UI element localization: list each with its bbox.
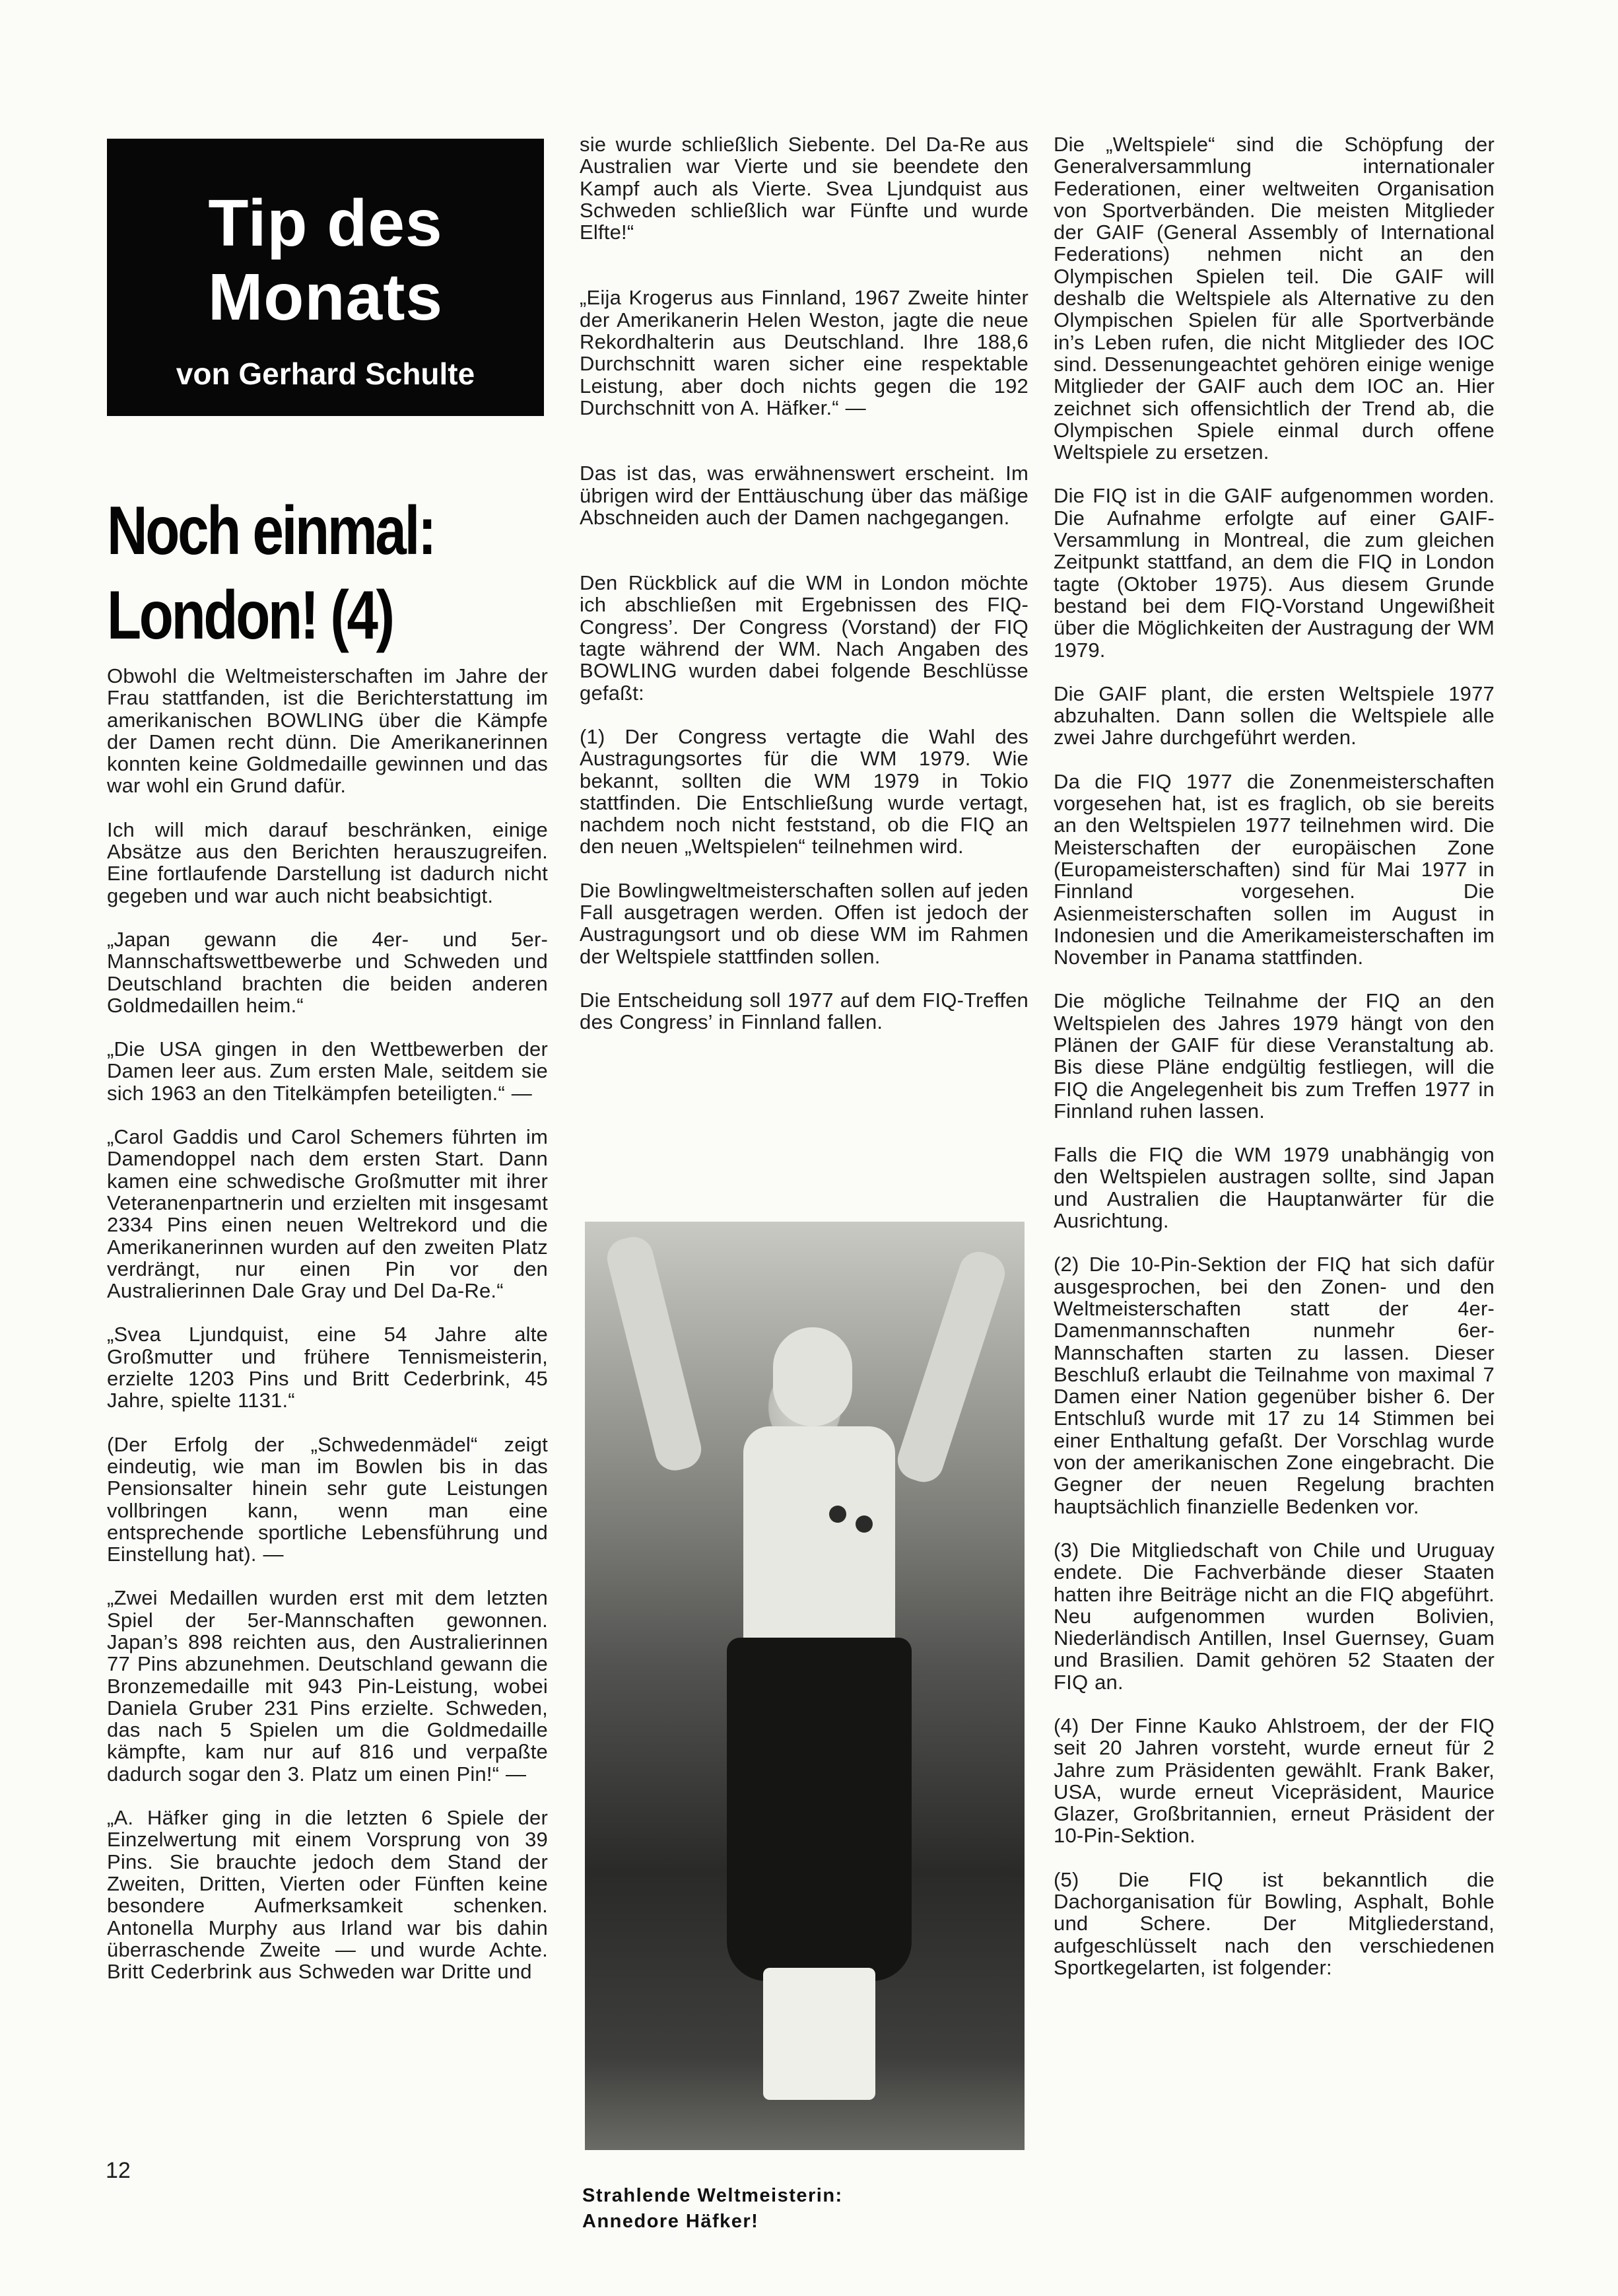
paragraph: (4) Der Finne Kauko Ahlstroem, der der FIQ seit 20 Jahren vorsteht, wurde erneut für 2 Jahre zum Präsidenten gewählt. Frank Baker, USA, wurde erneut Vicepräsident, Maurice Glazer, Großbritannien, erneut Präsident der 10-Pin-Sektion. bbox=[1054, 1714, 1495, 1848]
paragraph: Die Bowlingweltmeisterschaften sollen auf jeden Fall ausgetragen werden. Offen ist jedoch der Austragungsort und ob diese WM im Rahmen der Weltspiele stattfinden sollen. bbox=[580, 878, 1028, 968]
paragraph: Falls die FIQ die WM 1979 unabhängig von den Weltspielen austragen sollte, sind Japan und Australien die Hauptanwärter für die Ausrichtung. bbox=[1054, 1143, 1495, 1233]
article-headline bbox=[107, 489, 469, 658]
caption-line-2: Annedore Häfker! bbox=[582, 2211, 759, 2232]
photo-world-champion bbox=[585, 1222, 1025, 2150]
paragraph: „A. Häfker ging in die letzten 6 Spiele der Einzelwertung mit einem Vorsprung von 39 Pins. Sie brauchte jedoch dem Stand der Zweiten, Dritten, Vierten oder Fünften keine besondere Aufmerksamkeit schenken. Antonella Murphy aus Irland war bis dahin überraschende Zweite — und wurde Achte. Britt Cederbrink aus Schweden war Dritte und bbox=[107, 1806, 548, 1984]
middle-column-text bbox=[580, 133, 1028, 1055]
paragraph: Ich will mich darauf beschränken, einige Absätze aus den Berichten herauszugreifen. Eine fortlaufende Darstellung ist dadurch nicht gegeben und war auch nicht beabsichtigt. bbox=[107, 818, 548, 907]
paragraph: (1) Der Congress vertagte die Wahl des Austragungsortes für die WM 1979. Wie bekannt, sollten die WM 1979 in Tokio stattfinden. Die Entschließung wurde vertagt, nachdem noch nicht feststand, ob die FIQ an den neuen „Weltspielen“ teilnehmen wird. bbox=[580, 724, 1028, 858]
paragraph: „Zwei Medaillen wurden erst mit dem letzten Spiel der 5er-Mannschaften gewonnen. Japan’s 898 reichten aus, den Australierinnen 77 Pins abzunehmen. Deutschland gewann die Bronzemedaille mit 943 Pin-Leistung, wobei Daniela Gruber 231 Pins erzielte. Schweden, das nach 5 Spielen um die Goldmedaille kämpfte, kam nur auf 816 und verpaßte dadurch sogar den 3. Platz um einen Pin!“ — bbox=[107, 1586, 548, 1786]
headline-line-2: London! (4) bbox=[107, 577, 393, 654]
photo-caption bbox=[582, 2183, 1031, 2235]
paragraph: „Die USA gingen in den Wettbewerben der Damen leer aus. Zum ersten Male, seitdem sie sich 1963 an den Titelkämpfen beteiligten.“ — bbox=[107, 1037, 548, 1105]
paragraph: sie wurde schließlich Siebente. Del Da-Re aus Australien war Vierte und sie beendete den Kampf auch als Vierte. Svea Ljundquist aus Schweden schließlich war Fünfte und wurde Elfte!“ bbox=[580, 133, 1028, 244]
column-title bbox=[107, 186, 544, 334]
left-column-text bbox=[107, 665, 548, 2004]
page-number: 12 bbox=[106, 2158, 131, 2183]
paragraph: (3) Die Mitgliedschaft von Chile und Uruguay endete. Die Fachverbände dieser Staaten hatten ihre Beiträge nicht an die FIQ abgeführt. Neu aufgenommen wurden Bolivien, Niederländisch Antillen, Insel Guernsey, Guam und Brasilien. Damit gehören 52 Staaten der FIQ an. bbox=[1054, 1538, 1495, 1694]
medal-icon bbox=[829, 1506, 846, 1523]
author-byline: von Gerhard Schulte bbox=[176, 357, 475, 391]
photo-figure-arm bbox=[603, 1233, 705, 1475]
paragraph: Die mögliche Teilnahme der FIQ an den Weltspielen des Jahres 1979 hängt von den Plänen der GAIF für diese Veranstaltung ab. Bis diese Pläne endgültig festliegen, will die FIQ die Angelegenheit bis zum Treffen 1977 in Finnland ruhen lassen. bbox=[1054, 989, 1495, 1123]
paragraph: Die GAIF plant, die ersten Weltspiele 1977 abzuhalten. Dann sollen die Weltspiele alle zwei Jahre durchgeführt werden. bbox=[1054, 681, 1495, 749]
paragraph: „Japan gewann die 4er- und 5er-Mannschaftswettbewerbe und Schweden und Deutschland brachten die beiden anderen Goldmedaillen heim.“ bbox=[107, 927, 548, 1017]
paragraph: (2) Die 10-Pin-Sektion der FIQ hat sich dafür ausgesprochen, bei den Zonen- und den Weltmeisterschaften statt der 4er-Damenmannschaften nunmehr 6er-Mannschaften starten zu lassen. Dieser Beschluß erlaubt die Teilnahme von maximal 7 Damen einer Nation gegenüber bisher 6. Der Entschluß wurde mit 17 zu 14 Stimmen bei einer Enthaltung gefaßt. Der Vorschlag wurde von der amerikanischen Zone eingebracht. Die Gegner der neuen Regelung brachten hauptsächlich finanzielle Bedenken vor. bbox=[1054, 1253, 1495, 1518]
caption-line-1: Strahlende Weltmeisterin: bbox=[582, 2185, 843, 2206]
photo-figure-socks bbox=[763, 1968, 875, 2100]
photo-figure-face bbox=[773, 1327, 852, 1426]
photo-figure-skirt bbox=[727, 1638, 912, 1981]
photo-figure-shirt bbox=[743, 1426, 895, 1644]
column-title-line-1: Tip des bbox=[208, 186, 443, 260]
paragraph: „Eija Krogerus aus Finnland, 1967 Zweite hinter der Amerikanerin Helen Weston, jagte die neue Rekordhalterin aus Deutschland. Ihre 188,6 Durchschnitt waren sicher eine respektable Leistung, aber doch nichts gegen die 192 Durchschnitt von A. Häfker.“ — bbox=[580, 286, 1028, 419]
medal-icon bbox=[856, 1515, 873, 1533]
paragraph: Die FIQ ist in die GAIF aufgenommen worden. Die Aufnahme erfolgte auf einer GAIF-Versammlung in Montreal, die zum gleichen Zeitpunkt stattfand, an dem die FIQ in London tagte (Oktober 1975). Aus diesem Grunde bestand bei dem FIQ-Vorstand Ungewißheit über die Möglichkeiten der Austragung der WM 1979. bbox=[1054, 484, 1495, 662]
paragraph: Die „Weltspiele“ sind die Schöpfung der Generalversammlung internationaler Federationen, einer weltweiten Organisation von Sportverbänden. Die meisten Mitglieder der GAIF (General Assembly of International Federations) nehmen nicht an den Olympischen Spielen teil. Die GAIF will deshalb die Weltspiele als Alternative zu den Olympischen Spielen für alle Sportverbände in’s Leben rufen, die nicht Mitglieder des IOC sind. Dessenungeachtet gehören einige wenige Mitglieder der GAIF auch dem IOC an. Hier zeichnet sich offensichtlich der Trend ab, die Olympischen Spiele einmal durch offene Weltspiele zu ersetzen. bbox=[1054, 133, 1495, 464]
paragraph: Das ist das, was erwähnenswert erscheint. Im übrigen wird der Enttäuschung über das mäßige Abschneiden auch der Damen nachgegangen. bbox=[580, 462, 1028, 529]
paragraph: „Svea Ljundquist, eine 54 Jahre alte Großmutter und frühere Tennismeisterin, erzielte 1203 Pins und Britt Cederbrink, 45 Jahre, spielte 1131.“ bbox=[107, 1323, 548, 1412]
headline-line-1: Noch einmal: bbox=[107, 493, 435, 569]
column-title-line-2: Monats bbox=[208, 260, 443, 334]
paragraph: (5) Die FIQ ist bekanntlich die Dachorganisation für Bowling, Asphalt, Bohle und Schere. Der Mitgliederstand, aufgeschlüsselt nach den verschiedenen Sportkegelarten, ist folgender: bbox=[1054, 1867, 1495, 1979]
paragraph: Den Rückblick auf die WM in London möchte ich abschließen mit Ergebnissen des FIQ-Congress’. Der Congress (Vorstand) der FIQ tagte während der WM. Nach Angaben des BOWLING wurden dabei folgende Beschlüsse gefaßt: bbox=[580, 571, 1028, 705]
paragraph: Da die FIQ 1977 die Zonenmeisterschaften vorgesehen hat, ist es fraglich, ob sie bereits an den Weltspielen 1977 teilnehmen wird. Die Meisterschaften der europäischen Zone (Europameisterschaften) sind für Mai 1977 in Finnland vorgesehen. Die Asienmeisterschaften sollen im August in Indonesien und die Amerikameisterschaften im November in Panama stattfinden. bbox=[1054, 769, 1495, 969]
paragraph: (Der Erfolg der „Schwedenmädel“ zeigt eindeutig, wie man im Bowlen bis in das Pensionsalter hinein sehr gute Leistungen vollbringen kann, wenn man eine entsprechende sportliche Lebensführung und Einstellung hat). — bbox=[107, 1432, 548, 1566]
photo-figure-arm bbox=[893, 1247, 1010, 1487]
paragraph: Obwohl die Weltmeisterschaften im Jahre der Frau stattfanden, ist die Berichterstattung im amerikanischen BOWLING über die Kämpfe der Damen recht dünn. Die Amerikanerinnen konnten keine Goldmedaille gewinnen und das war wohl ein Grund dafür. bbox=[107, 664, 548, 798]
right-column-text bbox=[1054, 133, 1495, 2000]
paragraph: „Carol Gaddis und Carol Schemers führten im Damendoppel nach dem ersten Start. Dann kamen eine schwedische Großmutter mit ihrer Veteranenpartnerin und erzielten mit insgesamt 2334 Pins einen neuen Weltrekord und die Amerikanerinnen wurden auf den zweiten Platz verdrängt, nur einen Pin vor den Australierinnen Dale Gray und Del Da-Re.“ bbox=[107, 1125, 548, 1303]
paragraph: Die Entscheidung soll 1977 auf dem FIQ-Treffen des Congress’ in Finnland fallen. bbox=[580, 988, 1028, 1034]
column-title-box bbox=[107, 139, 544, 416]
